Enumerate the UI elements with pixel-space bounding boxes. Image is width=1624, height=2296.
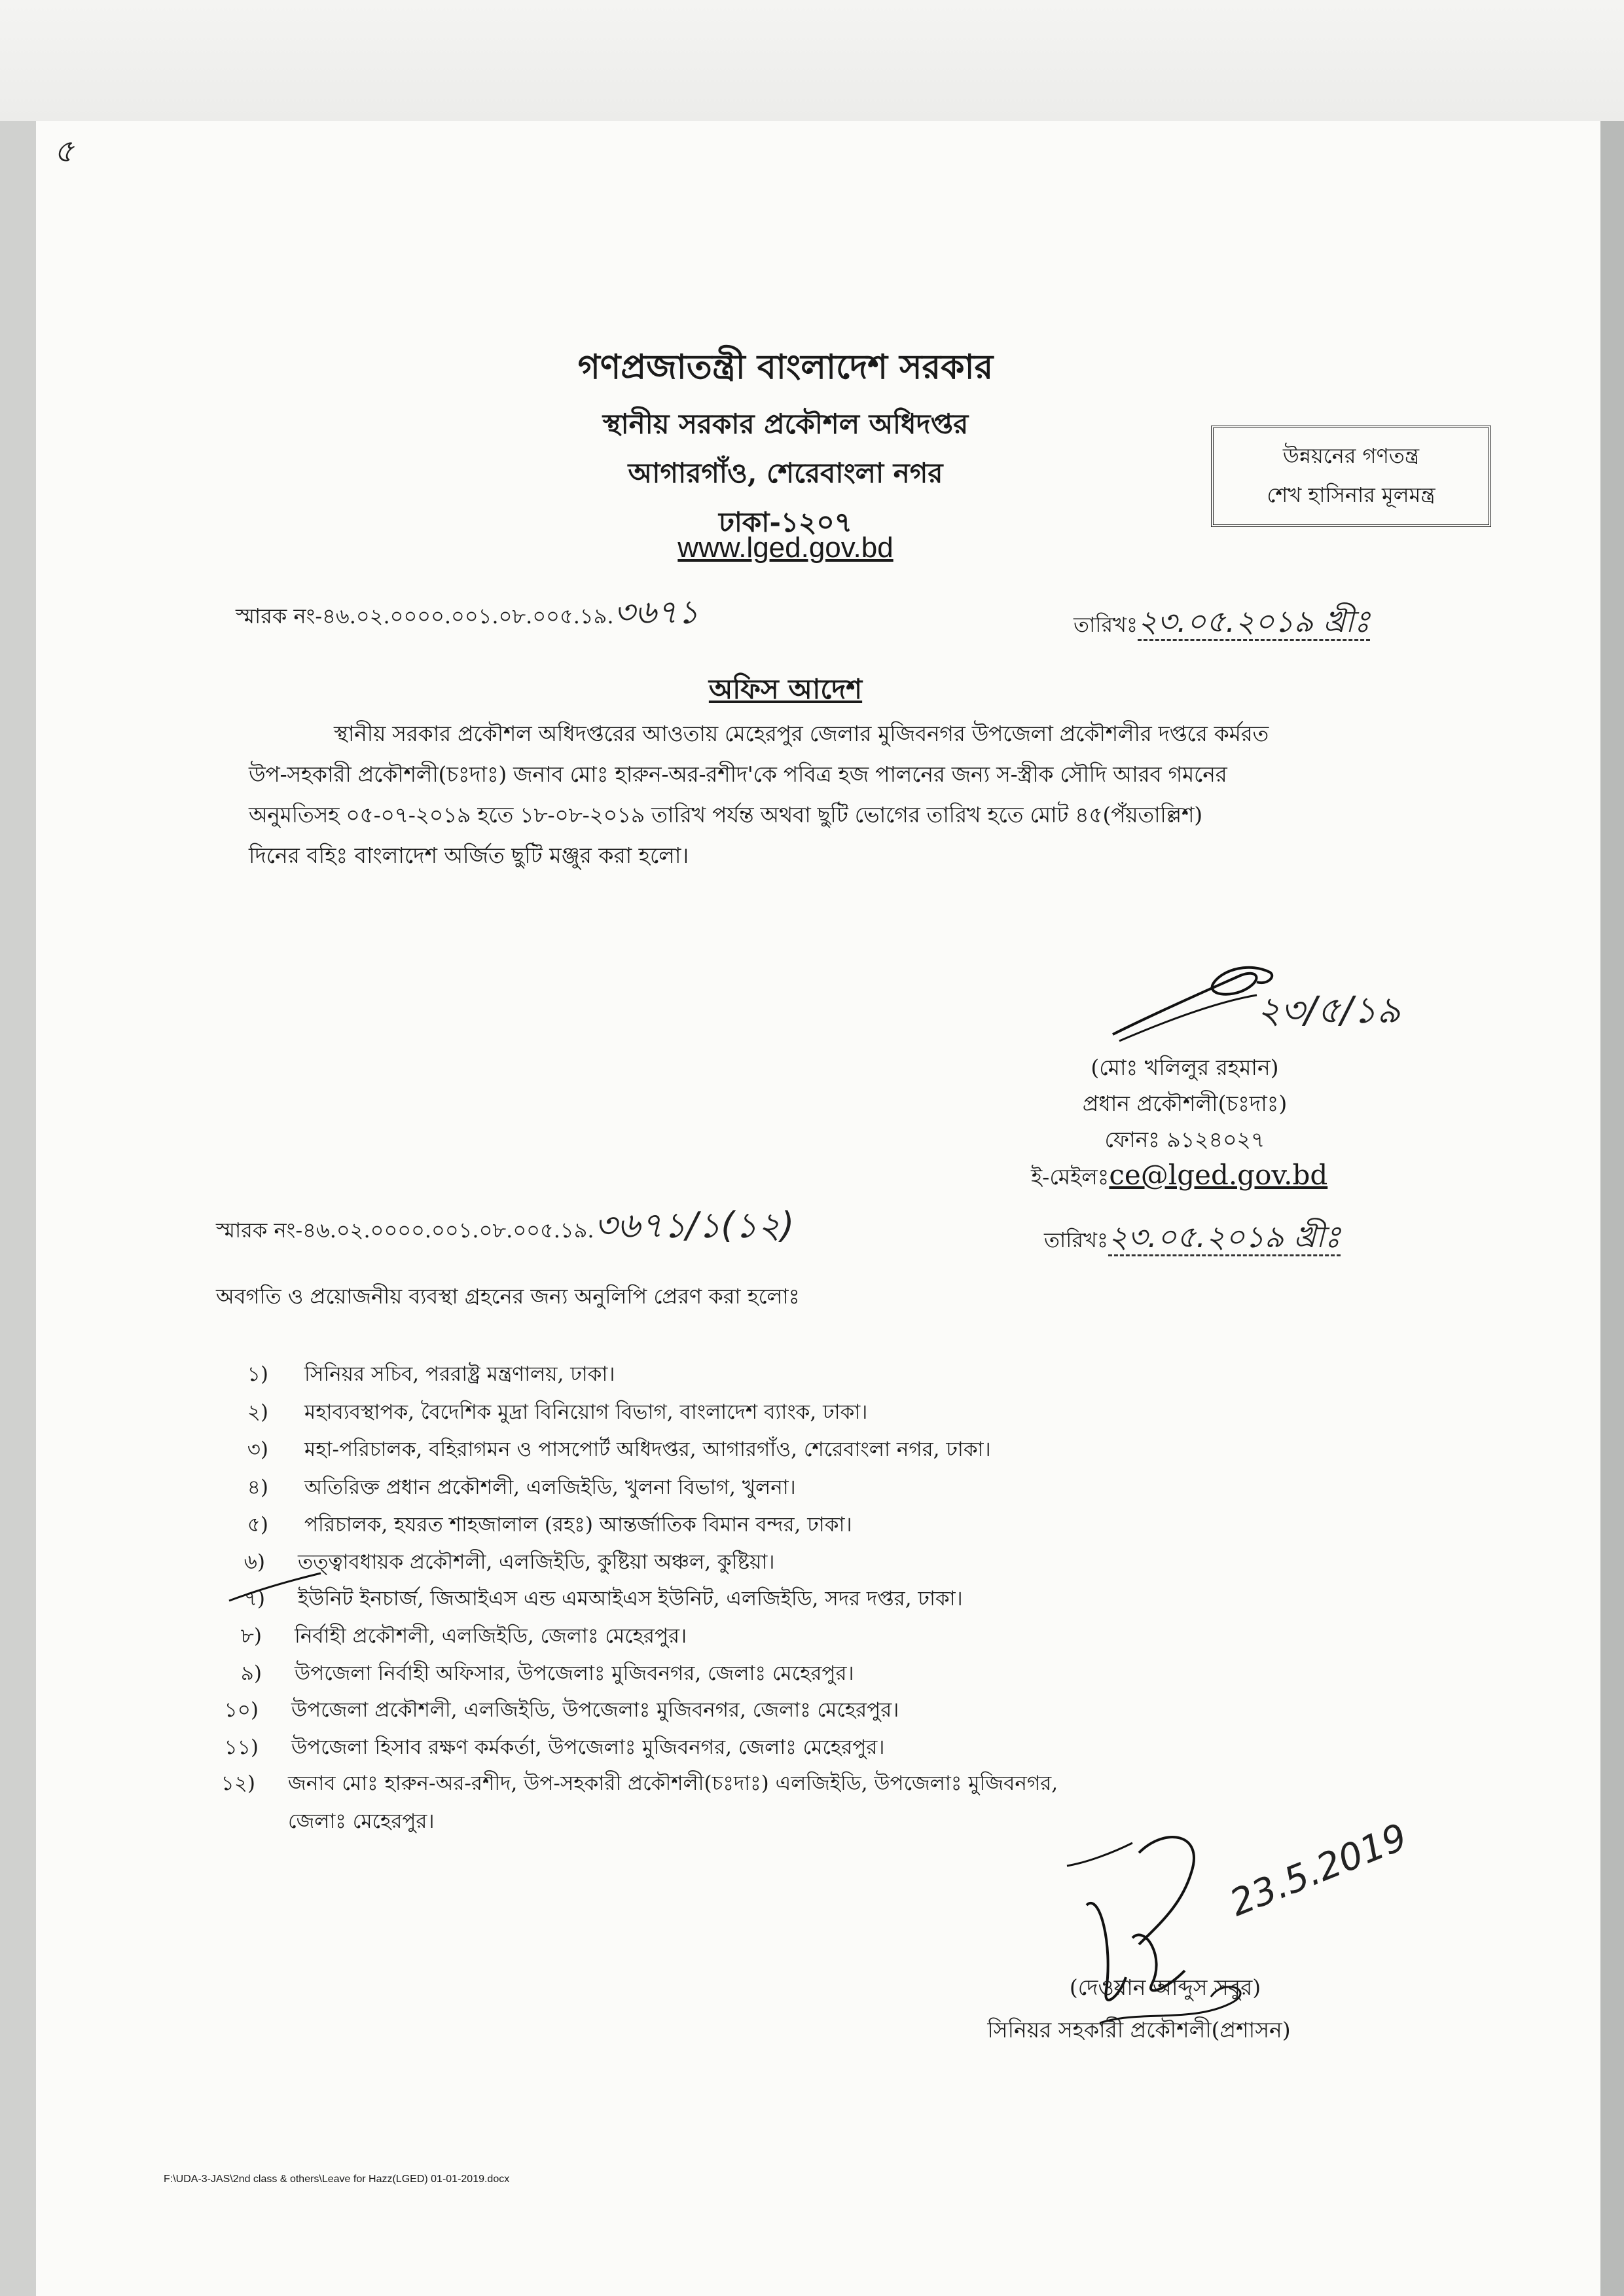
copy-memo-reference-handwritten: ৩৬৭১/১(১২) <box>594 1205 795 1246</box>
scan-background-top <box>0 0 1624 121</box>
list-item-number: ৩) <box>247 1438 268 1461</box>
signatory2-name: (দেওয়ান আব্দুস সবুর) <box>1069 1975 1261 2000</box>
header-address: আগারগাঁও, শেরেবাংলা নগর <box>628 457 943 489</box>
signatory-phone: ফোনঃ ৯১২৪০২৭ <box>1104 1127 1265 1152</box>
order-body <box>249 714 1427 876</box>
list-item: উপজেলা নির্বাহী অফিসার, উপজেলাঃ মুজিবনগর, জেলাঃ মেহেরপুর। <box>295 1662 854 1685</box>
signatory-email-label: ই-মেইলঃ <box>1031 1164 1110 1190</box>
document-title: অফিস আদেশ <box>708 673 863 705</box>
order-body-line-3: অনুমতিসহ ০৫-০৭-২০১৯ হতে ১৮-০৮-২০১৯ তারিখ পর্যন্ত অথবা ছুটি ভোগের তারিখ হতে মোট ৪৫(পঁয়তাল্লিশ) <box>249 802 1202 828</box>
copy-distribution-intro: অবগতি ও প্রয়োজনীয় ব্যবস্থা গ্রহনের জন্য অনুলিপি প্রেরণ করা হলোঃ <box>216 1284 800 1309</box>
order-body-line-1: স্থানীয় সরকার প্রকৌশল অধিদপ্তরের আওতায় মেহেরপুর জেলার মুজিবনগর উপজেলা প্রকৌশলীর দপ্তরে কর্মরত <box>334 721 1269 746</box>
signature-date-chief-engineer: ২৩/৫/১৯ <box>1257 989 1401 1032</box>
signatory-name: (মোঃ খলিলুর রহমান) <box>1091 1055 1279 1080</box>
list-item: সিনিয়র সচিব, পররাষ্ট্র মন্ত্রণালয়, ঢাকা। <box>304 1362 615 1386</box>
signatory-email-link[interactable]: ce@lged.gov.bd <box>1109 1159 1328 1191</box>
copy-memo-reference <box>216 1198 795 1257</box>
header-city: ঢাকা-১২০৭ <box>718 506 853 538</box>
list-item-number: ৯) <box>240 1662 262 1685</box>
list-item: অতিরিক্ত প্রধান প্রকৌশলী, এলজিইডি, খুলনা বিভাগ, খুলনা। <box>304 1476 796 1499</box>
copy-memo-date-handwritten: ২৩.০৫.২০১৯ খ্রীঃ <box>1108 1219 1341 1256</box>
motto-line-2: শেখ হাসিনার মূলমন্ত্র <box>1267 483 1435 507</box>
list-item: মহা-পরিচালক, বহিরাগমন ও পাসপোর্ট অধিদপ্তর, আগারগাঁও, শেরেবাংলা নগর, ঢাকা। <box>304 1438 991 1461</box>
list-item: নির্বাহী প্রকৌশলী, এলজিইডি, জেলাঃ মেহেরপুর। <box>295 1624 687 1648</box>
copy-memo-reference-label: স্মারক নং-৪৬.০২.০০০০.০০১.০৮.০০৫.১৯. <box>216 1218 594 1243</box>
list-item-number: ৭) <box>244 1587 265 1611</box>
list-item-number: ১১) <box>224 1736 259 1759</box>
signatory2-title: সিনিয়র সহকারী প্রকৌশলী(প্রশাসন) <box>987 2017 1291 2043</box>
page-number-mark: ৫ <box>54 133 75 170</box>
signatory-title: প্রধান প্রকৌশলী(চঃদাঃ) <box>1082 1091 1288 1116</box>
list-item-number: ১২) <box>221 1772 255 1795</box>
list-item: উপজেলা প্রকৌশলী, এলজিইডি, উপজেলাঃ মুজিবনগর, জেলাঃ মেহেরপুর। <box>291 1698 899 1722</box>
signatory-email-row <box>1031 1159 1327 1197</box>
scan-background-left <box>0 121 36 2296</box>
header-department: স্থানীয় সরকার প্রকৌশল অধিদপ্তর <box>602 408 969 440</box>
motto-line-1: উন্নয়নের গণতন্ত্র <box>1282 443 1420 468</box>
memo-date-handwritten: ২৩.০৫.২০১৯ খ্রীঃ <box>1138 604 1370 641</box>
list-item-number: ১০) <box>224 1698 259 1722</box>
list-item: উপজেলা হিসাব রক্ষণ কর্মকর্তা, উপজেলাঃ মুজিবনগর, জেলাঃ মেহেরপুর। <box>291 1736 885 1759</box>
list-item-number: ৮) <box>240 1624 262 1648</box>
list-item-number: ৫) <box>247 1513 268 1537</box>
copy-memo-date <box>1044 1214 1341 1264</box>
pen-mark-annotation <box>223 1568 327 1607</box>
list-item-number: ৪) <box>247 1476 268 1499</box>
memo-reference-label: স্মারক নং-৪৬.০২.০০০০.০০১.০৮.০০৫.১৯. <box>236 604 614 629</box>
memo-reference-handwritten: ৩৬৭১ <box>613 593 699 631</box>
motto-box <box>1211 426 1491 527</box>
footer-file-path: F:\UDA-3-JAS\2nd class & others\Leave for Hazz(LGED) 01-01-2019.docx <box>164 2174 510 2185</box>
order-body-line-2: উপ-সহকারী প্রকৌশলী(চঃদাঃ) জনাব মোঃ হারুন-অর-রশীদ'কে পবিত্র হজ পালনের জন্য স-স্ত্রীক সৌদি আরব গমনের <box>249 761 1227 787</box>
order-body-line-4: দিনের বহিঃ বাংলাদেশ অর্জিত ছুটি মঞ্জুর করা হলো। <box>249 843 689 868</box>
memo-date <box>1074 599 1370 649</box>
memo-reference <box>236 588 699 642</box>
copy-memo-date-label: তারিখঃ <box>1044 1228 1109 1252</box>
header-website-link[interactable]: www.lged.gov.bd <box>677 532 893 564</box>
list-item: মহাব্যবস্থাপক, বৈদেশিক মুদ্রা বিনিয়োগ বিভাগ, বাংলাদেশ ব্যাংক, ঢাকা। <box>304 1400 868 1424</box>
list-item: তত্ত্বাবধায়ক প্রকৌশলী, এলজিইডি, কুষ্টিয়া অঞ্চল, কুষ্টিয়া। <box>298 1550 775 1574</box>
list-item-number: ২) <box>247 1400 268 1424</box>
memo-date-label: তারিখঃ <box>1074 612 1138 637</box>
list-item-number: ৬) <box>244 1550 265 1574</box>
list-item-continuation: জেলাঃ মেহেরপুর। <box>288 1810 435 1833</box>
list-item-number: ১) <box>247 1362 268 1386</box>
header-government: গণপ্রজাতন্ত্রী বাংলাদেশ সরকার <box>577 347 994 387</box>
list-item: ইউনিট ইনচার্জ, জিআইএস এন্ড এমআইএস ইউনিট, এলজিইডি, সদর দপ্তর, ঢাকা। <box>298 1587 963 1611</box>
list-item: জনাব মোঃ হারুন-অর-রশীদ, উপ-সহকারী প্রকৌশলী(চঃদাঃ) এলজিইডি, উপজেলাঃ মুজিবনগর, <box>288 1772 1058 1795</box>
list-item: পরিচালক, হযরত শাহজালাল (রহঃ) আন্তর্জাতিক বিমান বন্দর, ঢাকা। <box>304 1513 852 1537</box>
signature-date-senior-assistant-engineer: 23.5.2019 <box>1224 1815 1413 1925</box>
